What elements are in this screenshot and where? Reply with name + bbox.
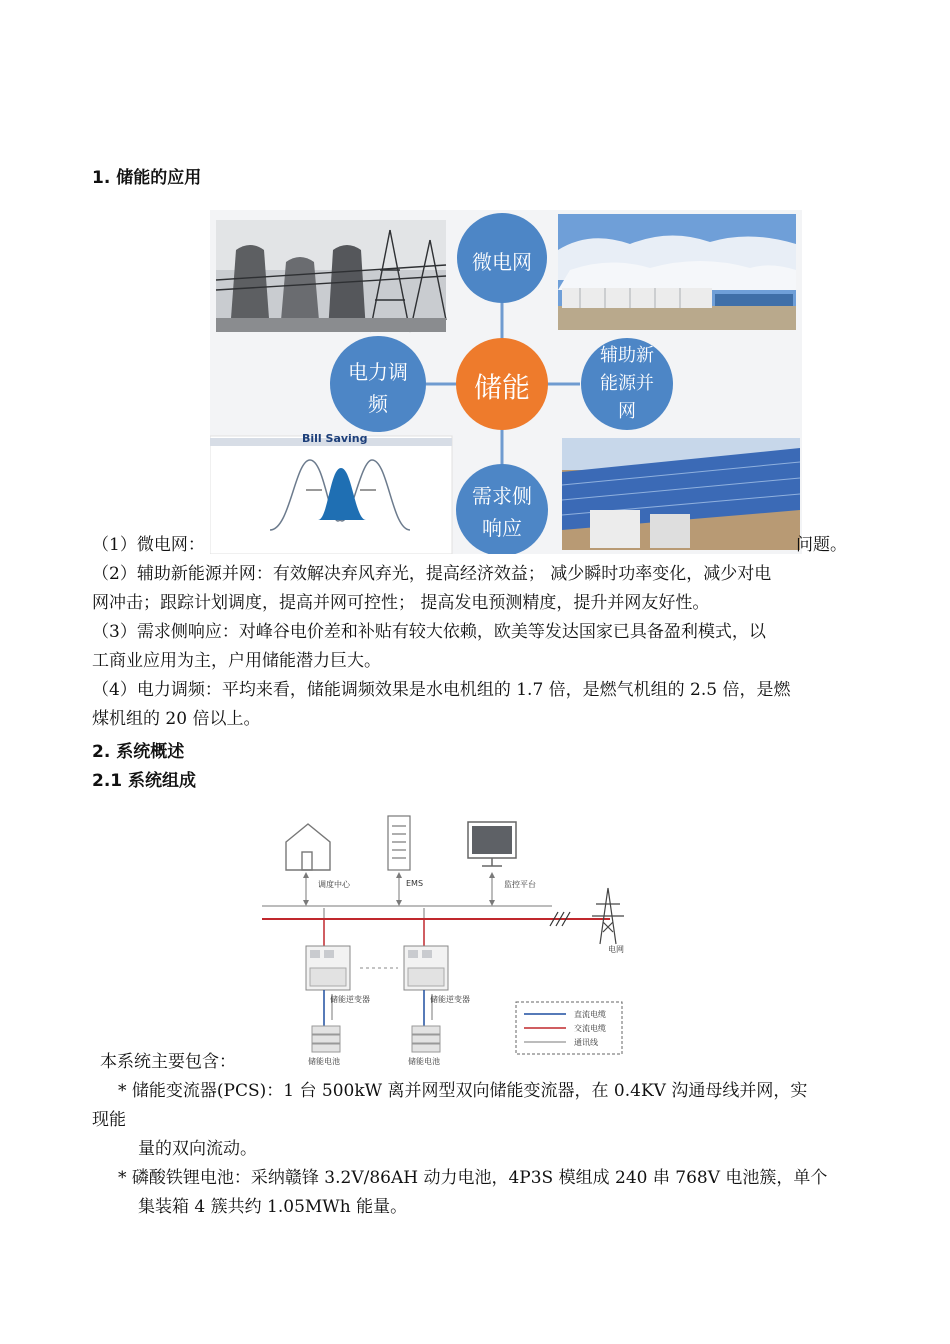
composition-intro: 本系统主要包含： — [100, 1052, 236, 1072]
dispatch-house-icon — [286, 824, 330, 870]
bill-saving-chart — [210, 436, 452, 554]
item-1-tail: 问题。 — [796, 535, 847, 555]
section-heading-1: 1. 储能的应用 — [92, 168, 202, 188]
dispatch-center-label: 调度中心 — [318, 880, 350, 889]
section-heading-2-1: 2.1 系统组成 — [92, 771, 197, 791]
pcs-description-line-2: 现能 — [92, 1110, 126, 1130]
pcs-cabinet-2 — [404, 946, 448, 990]
diagram-legend — [516, 1002, 622, 1054]
ems-cabinet-icon — [388, 816, 410, 870]
system-diagram — [262, 812, 642, 1070]
legend-ac-cable: 交流电缆 — [574, 1024, 606, 1033]
storage-label: 储能 — [473, 371, 530, 404]
item-3-line-1: （3）需求侧响应：对峰谷电价差和补贴有较大依赖，欧美等发达国家已具备盈利模式，以 — [92, 622, 766, 642]
storage-application-figure — [210, 210, 802, 554]
frequency-regulation-label: 电力调 频 — [348, 360, 408, 416]
solar-plant-photo — [562, 438, 800, 550]
ems-label: EMS — [406, 879, 424, 888]
renewable-integration-label: 辅助新 能源并 网 — [600, 345, 654, 422]
monitoring-platform-label: 监控平台 — [504, 880, 536, 889]
pcs-cabinet-1 — [306, 946, 350, 990]
item-4-line-1: （4）电力调频：平均来看，储能调频效果是水电机组的 1.7 倍，是燃气机组的 2.5 倍，是燃 — [92, 680, 791, 700]
legend-dc-cable: 直流电缆 — [574, 1010, 606, 1019]
demand-response-label: 需求侧 响应 — [472, 484, 532, 540]
battery-description-line-1: * 磷酸铁锂电池：采纳赣锋 3.2V/86AH 动力电池，4P3S 模组成 240 串 768V 电池簇，单个 — [118, 1168, 828, 1188]
microgrid-label: 微电网 — [472, 250, 532, 274]
item-2-line-2: 网冲击；跟踪计划调度，提高并网可控性； 提高发电预测精度，提升并网友好性。 — [92, 593, 710, 613]
section-heading-2: 2. 系统概述 — [92, 742, 185, 762]
battery-rack-1 — [312, 1026, 340, 1052]
battery-description-line-2: 集装箱 4 簇共约 1.05MWh 能量。 — [138, 1197, 408, 1217]
item-1-prefix: （1）微电网： — [92, 535, 205, 555]
item-2-line-1: （2）辅助新能源并网：有效解决弃风弃光，提高经济效益； 减少瞬时功率变化，减少对电 — [92, 564, 772, 584]
monitor-icon — [468, 822, 516, 866]
item-4-line-2: 煤机组的 20 倍以上。 — [92, 709, 261, 729]
pcs-2-label: 储能逆变器 — [430, 995, 470, 1004]
legend-comm-line: 通讯线 — [574, 1038, 598, 1047]
power-plant-photo — [216, 220, 446, 332]
bill-saving-label: Bill Saving — [302, 432, 368, 445]
grid-label: 电网 — [608, 945, 624, 954]
pcs-description-line-1: * 储能变流器(PCS)：1 台 500kW 离并网型双向储能变流器，在 0.4KV 沟通母线并网，实 — [118, 1081, 808, 1101]
grid-tower-icon — [592, 888, 624, 944]
pcs-1-label: 储能逆变器 — [330, 995, 370, 1004]
container-photo — [558, 214, 796, 330]
battery-1-label: 储能电池 — [308, 1057, 340, 1066]
pcs-description-line-3: 量的双向流动。 — [138, 1139, 257, 1159]
battery-2-label: 储能电池 — [408, 1057, 440, 1066]
battery-rack-2 — [412, 1026, 440, 1052]
item-3-line-2: 工商业应用为主，户用储能潜力巨大。 — [92, 651, 381, 671]
